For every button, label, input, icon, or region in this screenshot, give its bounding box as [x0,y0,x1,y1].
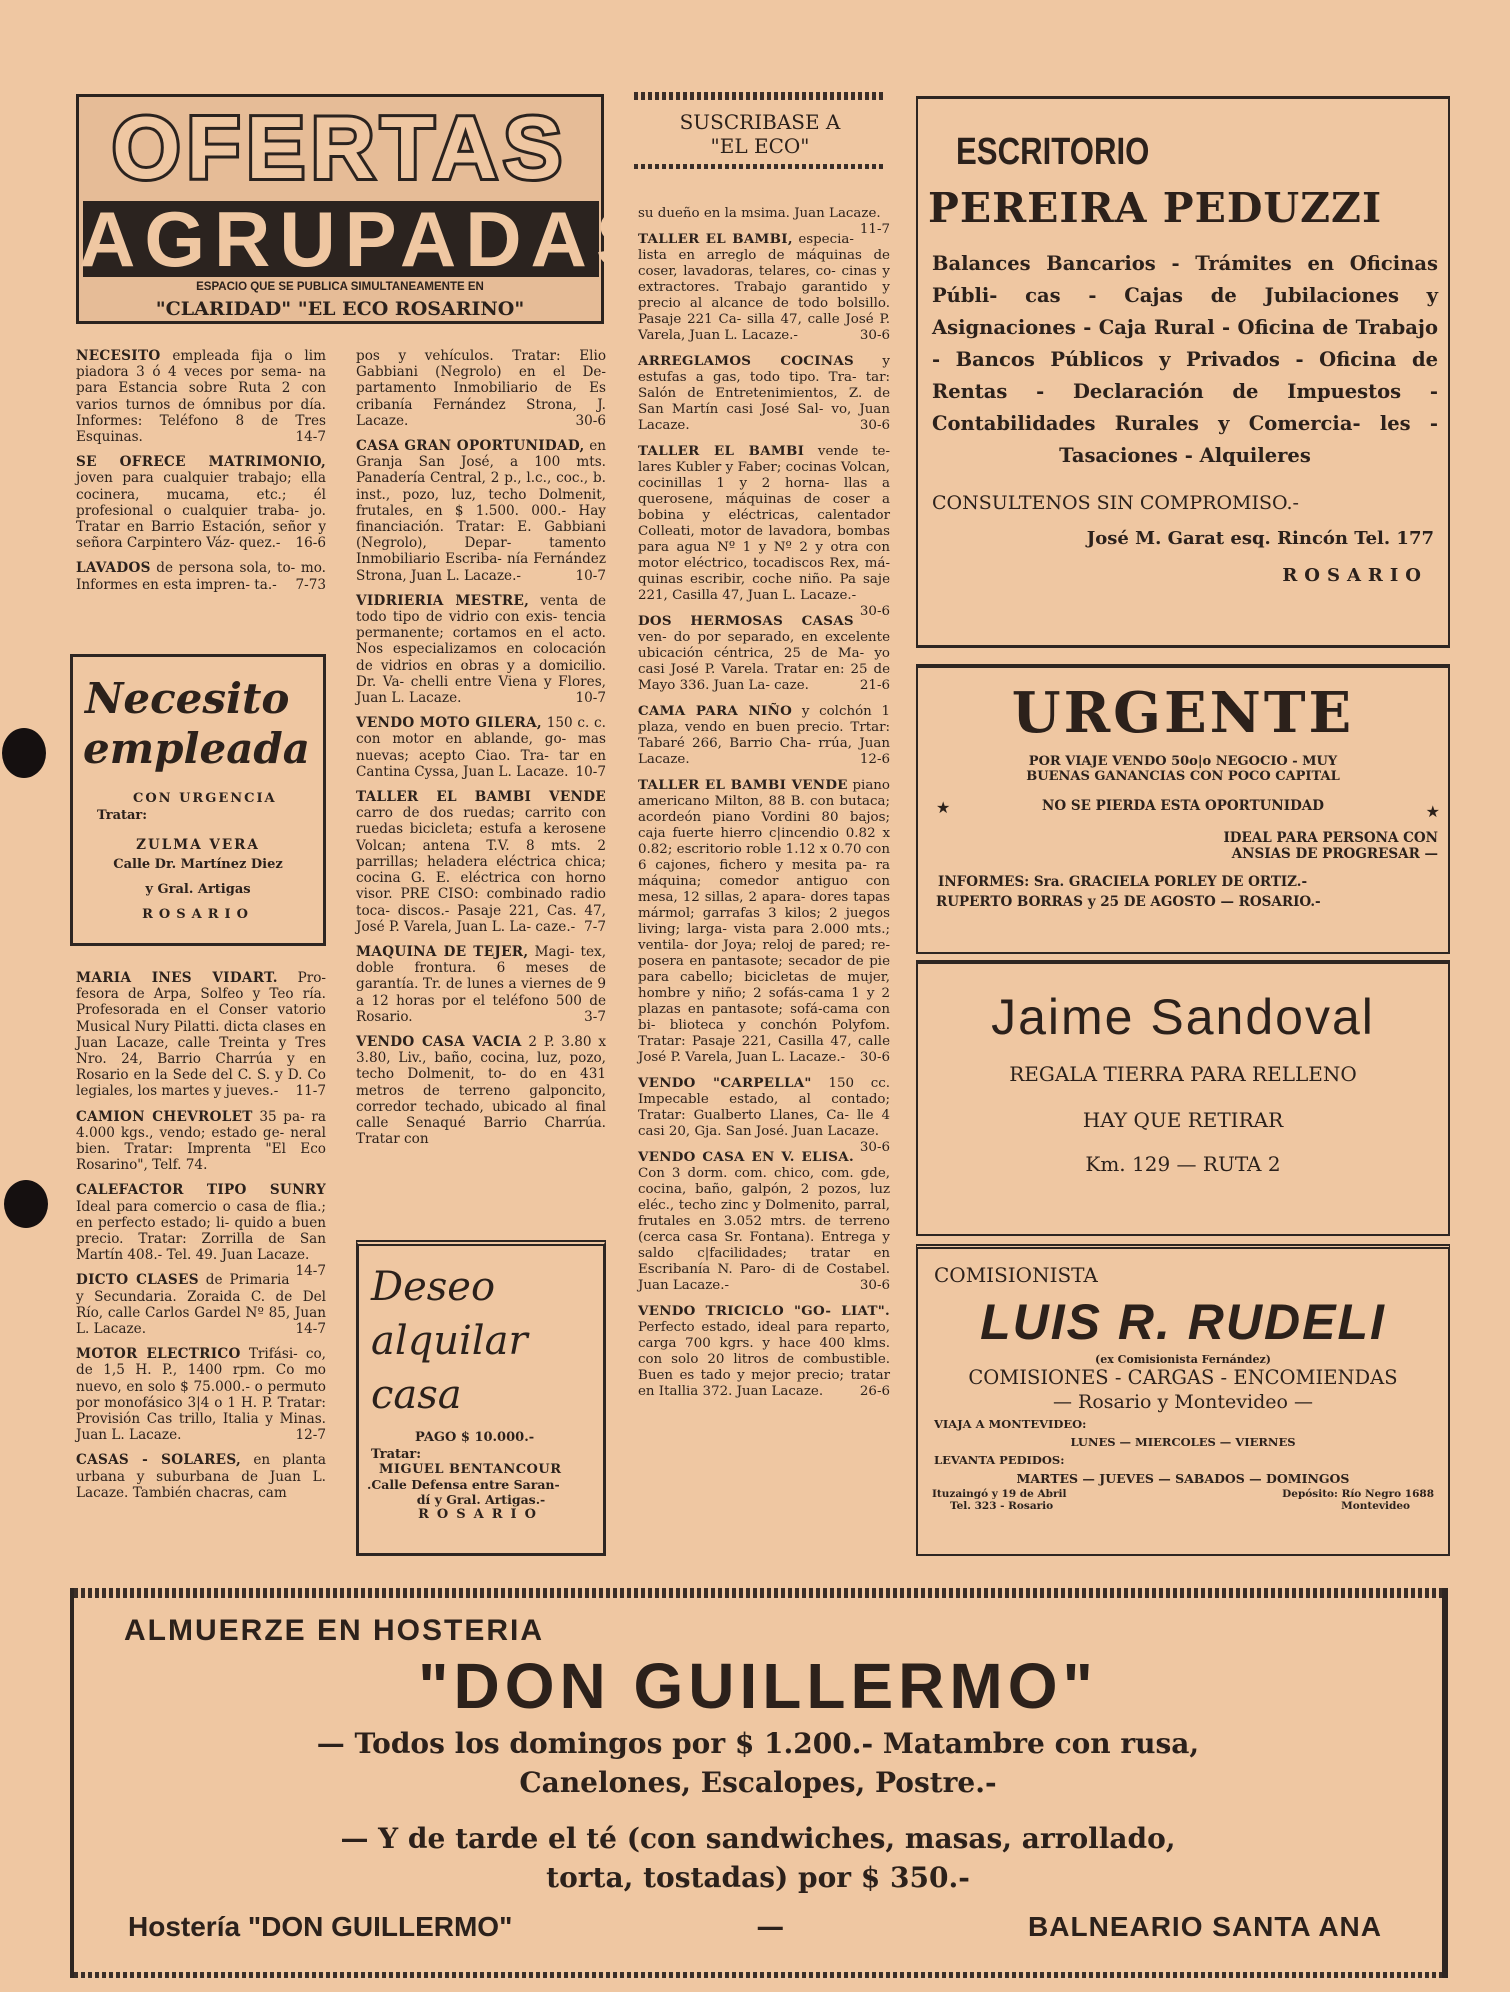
classified-ad: TALLER EL BAMBI VENDE carro de dos ruedas; carrito con ruedas bicicleta; estufa a kerosene Volcan; antena T.V. 8 mts. 2 parrillas; heladera eléctrica chica; cocina G. E. eléctrica con horno visor. PRE CISO: combinado radio toca- discos.- Pasaje 221, Cas. 47, José P. Varela, Juan L. La- caze.- 7-7 [356,789,606,935]
dotted-rule [74,1588,1442,1598]
classified-ad: CAMION CHEVROLET 35 pa- ra 4.000 kgs., vendo; estado ge- neral bien. Tratar: Imprenta "El Eco Rosarino", Telf. 74. [76,1108,326,1174]
necesito-title: Necesito [85,674,290,723]
classified-ad: CASAS - SOLARES, en planta urbana y suburbana de Juan L. Lacaze. También chacras, cam [76,1452,326,1501]
urgente-line6: INFORMES: Sra. GRACIELA PORLEY DE ORTIZ.- [938,874,1308,890]
urgente-line1: POR VIAJE VENDO 50o|o NEGOCIO - MUY [1028,754,1338,769]
deseo-address: .Calle Defensa entre Saran- [367,1477,560,1492]
urgente-line3: NO SE PIERDA ESTA OPORTUNIDAD [1042,798,1324,814]
classified-ad: NECESITO empleada fija o lim piadora 3 ó 4 veces por sema- na para Estancia sobre Ruta 2 con varios turnos de ómnibus por día. Informes: Teléfono 8 de Tres Esquinas. 14-7 [76,348,327,446]
col3-classifieds [638,206,890,1409]
dotted-rule [634,164,886,169]
classified-ad: VENDO CASA EN V. ELISA. Con 3 dorm. com. chico, com. gde, cocina, baño, galpón, 2 pozos, luz eléc., techo zinc y Dolmenito, parral, frutales en 3.052 mtrs. de terreno (cerca casa Sr. Fontana). Entrega y saldo c|facilidades; tratar en Escribanía N. Paro- di de Costabel. Juan Lacaze.- 30-6 [638,1149,890,1293]
classified-ad: SE OFRECE MATRIMONIO, joven para cualquier trabajo; ella cocinera, mucama, etc.; él profesional o cualquier traba- jo. Tratar en Barrio Estación, señor y señora Carpintero Váz- quez.- 16-6 [76,454,326,552]
deseo-address-2: dí y Gral. Artigas.- [416,1492,546,1507]
escritorio-services: Balances Bancarios - Trámites en Oficinas Públi- cas - Cajas de Jubilaciones y Asignaciones - Caja Rural - Oficina de Trabajo - Bancos Públicos y Privados - Oficina de Rentas - Declaración de Impuestos - Contabilidades Rurales y Comercia- les - Tasaciones - Alquileres [932,252,1438,467]
classified-ad: DICTO CLASES de Primaria y Secundaria. Zoraida C. de Del Río, calle Carlos Gardel Nº 85, Juan L. Lacaze. 14-7 [76,1272,326,1338]
hosteria-line4: torta, tostadas) por $ 350.- [546,1861,970,1894]
rudeli-name: LUIS R. RUDELI [980,1294,1386,1350]
casa-title: casa [371,1372,462,1418]
classified-ad: MARIA INES VIDART. Pro- fesora de Arpa, Solfeo y Teo ría. Profesorada en el Conser vatorio Musical Nury Pilatti. dicta clases en Juan Lacaze, calle Treinta y Tres Nro. 24, Barrio Charrúa y en Rosario en la Sede del C. S. y D. Co legiales, los martes y jueves.- 11-7 [76,970,326,1100]
luis-rudeli-ad [916,1244,1450,1556]
classified-ad: VENDO MOTO GILERA, 150 c. c. con motor en ablande, go- mas nuevas; acepto Ciao. Tra- tar en Cantina Cyssa, Juan L. Lacaze. 10-7 [356,715,606,780]
urgente-title: URGENTE [1011,680,1355,746]
rudeli-addr-left-2: Tel. 323 - Rosario [950,1500,1054,1512]
rudeli-addr-right-1: Depósito: Río Negro 1688 [1282,1488,1434,1500]
hosteria-headline: ALMUERZE EN HOSTERIA [124,1614,545,1647]
classified-ad: CAMA PARA NIÑO y colchón 1 plaza, vendo en buen precio. Trtar: Tabaré 266, Barrio Cha- rrúa, Juan Lacaze. 12-6 [638,703,890,767]
dotted-rule [634,92,886,100]
escritorio-consult: CONSULTENOS SIN COMPROMISO.- [932,492,1299,514]
classified-ad: su dueño en la msima. Juan Lacaze. 11-7 [638,206,890,237]
rudeli-viaja: VIAJA A MONTEVIDEO: [934,1417,1087,1431]
deseo-contact-name: MIGUEL BENTANCOUR [379,1462,562,1477]
necesito-urgencia: CON URGENCIA [133,791,277,806]
escritorio-address: José M. Garat esq. Rincón Tel. 177 [1086,528,1434,549]
urgente-line4: IDEAL PARA PERSONA CON [1223,830,1438,846]
classified-ad: VENDO CASA VACIA 2 P. 3.80 x 3.80, Liv., baño, cocina, luz, pozo, techo Dolmenit, to- do en 431 metros de terreno galponcito, corredor techado, ubicado al final calle Senaqué Barrio Charrúa. Tratar con [356,1033,606,1148]
rudeli-levanta-days: MARTES — JUEVES — SABADOS — DOMINGOS [1016,1471,1350,1486]
urgente-line5: ANSIAS DE PROGRESAR — [1231,846,1438,862]
urgente-ad [916,664,1450,954]
classified-ad: TALLER EL BAMBI vende te- lares Kubler y Faber; cocinas Volcan, cocinillas 1 y 2 horna- llas a querosene, máquinas de coser a bobina y eléctricas, calentador Colleati, motor de lavadora, bombas para agua Nº 1 y Nº 2 y otra con motor eléctrico, tocadiscos Rex, má- quinas escribir, coche niño. Pa saje 221, Casilla 47, Juan L. Lacaze.- 30-6 [638,443,890,619]
hosteria-line1: — Todos los domingos por $ 1.200.- Matambre con rusa, [316,1727,1200,1760]
suscribase-line1: SUSCRIBASE A [679,110,841,134]
necesito-contact-name: ZULMA VERA [136,837,260,853]
necesito-tratar: Tratar: [97,808,148,823]
necesito-empleada-ad [70,654,326,946]
rudeli-addresses [932,1488,1434,1512]
dotted-rule [74,1972,1442,1978]
sandoval-line1: REGALA TIERRA PARA RELLENO [1009,1062,1357,1086]
suscribase-banner [634,92,886,180]
urgente-line2: BUENAS GANANCIAS CON POCO CAPITAL [1026,769,1340,784]
punch-hole-top [2,728,46,778]
rudeli-route: — Rosario y Montevideo — [1053,1391,1313,1413]
escritorio-name: PEREIRA PEDUZZI [928,184,1383,232]
necesito-address-2: y Gral. Artigas [145,882,251,897]
rudeli-services: COMISIONES - CARGAS - ENCOMIENDAS [968,1366,1398,1389]
sandoval-line3: Km. 129 — RUTA 2 [1085,1152,1281,1176]
rudeli-addr-left [932,1488,1067,1512]
rudeli-addr-right [1282,1488,1434,1512]
necesito-city: ROSARIO [142,907,254,922]
classified-ad: VENDO "CARPELLA" 150 cc. Impecable estado, al contado; Tratar: Gualberto Llanes, Ca- lle 4 casi 20, Gja. San José. Juan Lacaze. 30-6 [638,1075,890,1155]
rudeli-former: (ex Comisionista Fernández) [1095,1353,1271,1366]
deseo-alquilar-ad [356,1240,606,1556]
rudeli-addr-left-1: Ituzaingó y 19 de Abril [932,1488,1067,1500]
hosteria-footer [128,1910,1382,1943]
classified-ad: MOTOR ELECTRICO Trifási- co, de 1,5 H. P., 1400 rpm. Co mo nuevo, en solo $ 75.000.- o permuto por monofásico 3|4 o 1 H. P. Tratar: Provisión Cas trillo, Italia y Minas. Juan L. Lacaze. 12-7 [76,1346,326,1444]
agrupadas-title: AGRUPADAS [79,195,657,283]
escritorio-city: ROSARIO [1282,565,1428,586]
escritorio-label: ESCRITORIO [956,131,1150,173]
rudeli-label: COMISIONISTA [934,1263,1098,1287]
alquilar-title: alquilar [371,1318,528,1364]
hosteria-don-guillermo-ad [70,1588,1448,1978]
punch-hole-bottom [4,1180,48,1228]
star-icon: ★ [936,798,951,817]
col2-classifieds [356,348,606,1156]
rudeli-levanta: LEVANTA PEDIDOS: [934,1453,1065,1467]
escritorio-pereira-peduzzi-ad [916,96,1450,648]
col1-classifieds-bottom [76,970,326,1510]
classified-ad: MAQUINA DE TEJER, Magi- tex, doble frontura. 6 meses de garantía. Tr. de lunes a viernes de 9 a 12 horas por el teléfono 500 de Rosario. 3-7 [356,943,607,1025]
sandoval-name: Jaime Sandoval [991,989,1375,1045]
ofertas-title: OFERTAS [112,98,568,197]
rudeli-viaja-days: LUNES — MIERCOLES — VIERNES [1070,1435,1296,1449]
deseo-title: Deseo [371,1264,496,1310]
hosteria-line3: — Y de tarde el té (con sandwiches, masas, arrollado, [340,1822,1176,1855]
deseo-tratar: Tratar: [371,1447,422,1462]
hosteria-line2: Canelones, Escalopes, Postre.- [519,1766,997,1799]
deseo-payment: PAGO $ 10.000.- [415,1430,535,1445]
ofertas-agrupadas-header [76,94,657,324]
classified-ad: pos y vehículos. Tratar: Elio Gabbiani (Negrolo) en el De- partamento Inmobiliario de Es cribanía Fernández Strona, J. Lacaze. 30-6 [356,348,606,429]
classified-ad: CALEFACTOR TIPO SUNRY Ideal para comercio o casa de flia.; en perfecto estado; li- quido a buen precio. Tratar: Zorrilla de San Martín 408.- Tel. 49. Juan Lacaze. 14-7 [76,1182,326,1280]
col1-classifieds-top [76,348,326,602]
sandoval-line2: HAY QUE RETIRAR [1082,1108,1284,1132]
jaime-sandoval-ad [916,960,1450,1236]
urgente-line7: RUPERTO BORRAS y 25 DE AGOSTO — ROSARIO.- [936,894,1321,910]
suscribase-line2: "EL ECO" [710,134,810,158]
classified-ad: VENDO TRICICLO "GO- LIAT". Perfecto estado, ideal para reparto, carga 700 kgrs. y hace 400 klms. con solo 20 litros de combustible. Buen es tado y mejor precio; tratar en Itallia 372. Juan Lacaze. 26-6 [638,1303,890,1399]
classified-ad: ARREGLAMOS COCINAS y estufas a gas, todo tipo. Tra- tar: Salón de Entretenimientos, Z. de San Martín casi José Sal- vo, Juan Lacaze. 30-6 [638,353,890,433]
classified-ad: CASA GRAN OPORTUNIDAD, en Granja San José, a 100 mts. Panadería Central, 2 p., l.c., coc., b. inst., pozo, luz, techo Dolmenit, frutales, en $ 1.500. 000.- Hay financiación. Tratar: E. Gabbiani (Negrolo), Depar- tamento Inmobiliario Escriba- nía Fernández Strona, Juan L. Lacaze.- 10-7 [356,438,606,584]
classified-ad: TALLER EL BAMBI VENDE piano americano Milton, 88 B. con butaca; acordeón piano Vordini 80 bajos; caja fuerte hierro c|incendio 0.82 x 0.82; escritorio roble 1.12 x 0.70 con 6 cajones, fichero y mesita pa- ra máquina; comedor antiguo con mesa, 12 sillas, 2 apara- dores tapas mármol; garrafas 3 kilos; 2 juegos living; larga- vista para 2.000 mts.; ventila- dor Joya; reloj de pared; re- posera en pantasote; secador de pie para cabello; bicicletas de mujer, hombre y niño; 2 sofás-cama 1 y 2 plazas en pantasote; sofá-cama con bi- blioteca y conchón Polyfom. Tratar: Pasaje 221, Casilla 47, calle José P. Varela, Juan L. Lacaze.- 30-6 [638,777,890,1065]
rudeli-addr-right-2: Montevideo [1341,1500,1410,1512]
classified-ad: DOS HERMOSAS CASAS ven- do por separado, en excelente ubicación céntrica, 25 de Ma- yo casi José P. Varela. Tratar en: 25 de Mayo 336. Juan La- caze. 21-6 [638,613,890,693]
star-icon: ★ [1425,802,1440,821]
classified-ad: TALLER EL BAMBI, especia- lista en arreglo de máquinas de coser, lavadoras, telares, co- cinas y extractores. Trabajo garantido y precio al alcance de todo bolsillo. Pasaje 221 Ca- silla 47, calle José P. Varela, Juan L. Lacaze.- 30-6 [638,231,890,343]
hosteria-name: "DON GUILLERMO" [418,1650,1098,1722]
empleada-title: empleada [83,724,311,773]
hosteria-footer-dash: — [756,1910,785,1943]
classified-ad: LAVADOS de persona sola, to- mo. Informes en esta impren- ta.- 7-73 [76,560,326,593]
classified-ad: VIDRIERIA MESTRE, venta de todo tipo de vidrio con exis- tencia permanente; cortamos en el acto. Nos especializamos en colocación de vidrios en obras y a domicilio. Dr. Va- chelli entre Viena y Flores, Juan L. Lacaze. 10-7 [356,592,606,707]
urgente-oportunidad-row [918,798,1448,820]
ofertas-subtitle: ESPACIO QUE SE PUBLICA SIMULTANEAMENTE EN [196,281,484,293]
hosteria-footer-right: BALNEARIO SANTA ANA [1028,1910,1382,1942]
hosteria-footer-left: Hostería "DON GUILLERMO" [128,1910,513,1942]
deseo-city: ROSARIO [418,1507,544,1522]
necesito-address: Calle Dr. Martínez Diez [113,857,283,872]
ofertas-papers: "CLARIDAD" "EL ECO ROSARINO" [155,298,525,320]
